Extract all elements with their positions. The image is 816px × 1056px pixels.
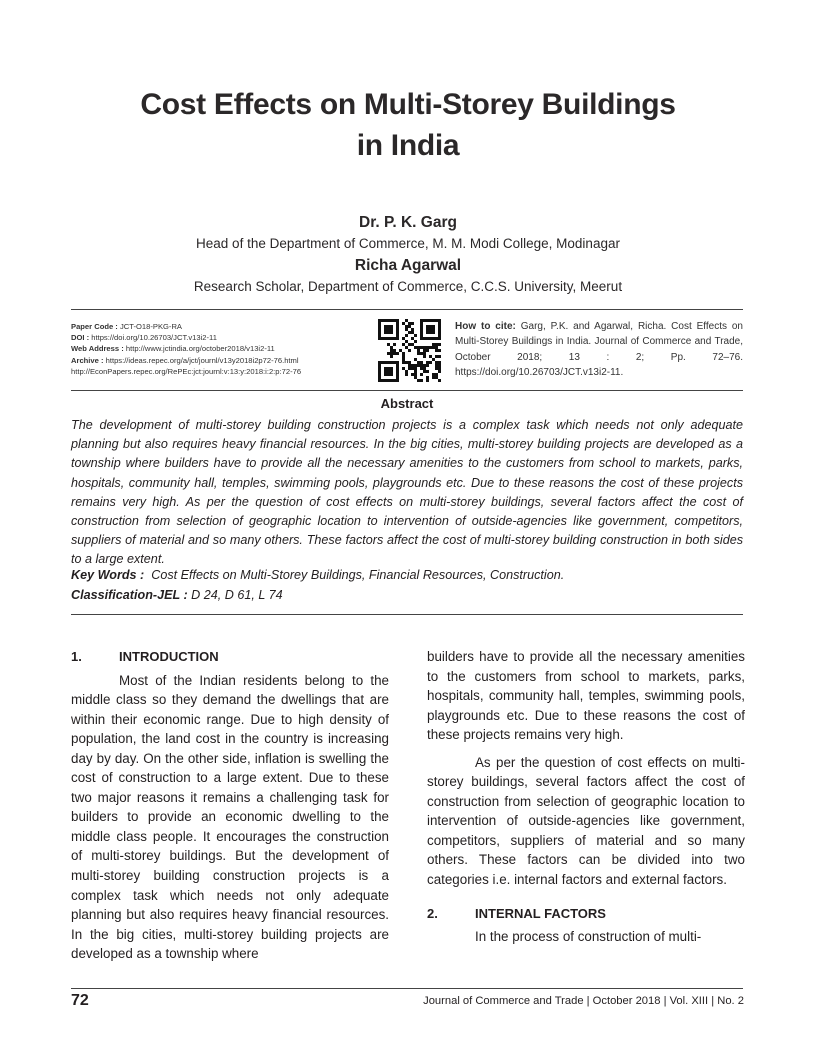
paper-metadata <box>71 321 371 377</box>
section-title: INTRODUCTION <box>119 649 219 664</box>
page-number: 72 <box>71 992 89 1009</box>
section-title: INTERNAL FACTORS <box>475 905 606 921</box>
keywords-label: Key Words : <box>71 568 145 582</box>
how-to-cite-label: How to cite: <box>455 321 516 332</box>
section-number: 1. <box>71 649 82 664</box>
paper-title-line-2: in India <box>356 129 460 162</box>
section-heading-internal-factors <box>427 904 745 924</box>
web-address-label: Web Address : <box>71 344 124 354</box>
jel-classification <box>71 588 743 602</box>
section-number: 2. <box>427 905 438 921</box>
author-affiliation-2: Research Scholar, Department of Commerce, C.C.S. University, Meerut <box>193 279 623 294</box>
paragraph-introduction-1-continued: builders have to provide all the necessary amenities to the customers from school to markets, parks, hospitals, community hall, temples, swimming pools, playgrounds etc. Due to these reasons the cost of these projects remains very high. <box>427 649 745 743</box>
metadata-divider <box>71 390 743 391</box>
paper-title-line-1: Cost Effects on Multi-Storey Buildings <box>140 88 676 121</box>
body-column-right <box>427 647 745 947</box>
header-divider <box>71 309 743 310</box>
how-to-cite <box>455 319 743 380</box>
qr-code-icon <box>378 319 441 382</box>
author-name-1: Dr. P. K. Garg <box>359 214 457 231</box>
paper-code: JCT-O18-PKG-RA <box>119 322 182 331</box>
paragraph-internal-factors-1: In the process of construction of multi- <box>475 929 702 945</box>
doi-label: DOI : <box>71 333 90 343</box>
jel-value: D 24, D 61, L 74 <box>191 588 283 602</box>
abstract-heading: Abstract <box>380 396 434 411</box>
paper-code-label: Paper Code : <box>71 322 118 331</box>
web-address-link[interactable]: http://www.jctindia.org/october2018/v13i2-11 <box>125 344 275 354</box>
footer-divider <box>71 988 743 989</box>
keywords <box>71 568 743 582</box>
paragraph-introduction-2: As per the question of cost effects on multi-storey buildings, several factors affect the cost of construction from selection of geographic location to intervention of outside-agencies like government, competitors, suppliers of material and so many others. These factors can be divided into two categories i.e. internal factors and external factors. <box>427 754 745 888</box>
paragraph-introduction-1: Most of the Indian residents belong to the middle class so they demand the dwellings that are within their economic range. Due to high density of population, the land cost in the country is increasing day by day. On the other side, inflation is swelling the cost of construction to a large extent. Due to these two major reasons it remains a challenging task for builders to provide an economic dwelling to the middle class people. It encourages the construction of multi-storey buildings. But the development of multi-storey building construction projects is a complex task which needs not only adequate planning but also requires heavy financial resources. In the big cities, multi-storey building projects are developed as a township where <box>71 672 389 962</box>
abstract-divider <box>71 614 743 615</box>
how-to-cite-text: Garg, P.K. and Agarwal, Richa. Cost Effects on Multi-Storey Buildings in India. Journal of Commerce and Trade, October 2018; 13 : 2; Pp. 72–76. https://doi.org/10.26703/JCT.v13i2-11. <box>455 321 743 378</box>
jel-label: Classification-JEL : <box>71 588 188 602</box>
archive-label: Archive : <box>71 355 104 365</box>
journal-footer: Journal of Commerce and Trade | October 2018 | Vol. XIII | No. 2 <box>423 995 744 1007</box>
body-column-left <box>71 647 389 964</box>
archive-link-1[interactable]: https://ideas.repec.org/a/jct/journl/v13y2018i2p72-76.html <box>105 355 299 365</box>
doi-link[interactable]: https://doi.org/10.26703/JCT.v13i2-11 <box>91 333 217 343</box>
author-affiliation-1: Head of the Department of Commerce, M. M. Modi College, Modinagar <box>196 236 620 251</box>
abstract-text: The development of multi-storey building construction projects is a complex task which needs not only adequate planning but also requires heavy financial resources. In the big cities, multi-storey building projects are developed as a township where builders have to provide all the necessary amenities to the customers from school to markets, parks, hospitals, community hall, temples, swimming pools, playgrounds etc. Due to these reasons the cost of these projects remains very high. As per the question of cost effects on multi-storey buildings, several factors affect the cost of construction from selection of geographic location to intervention of outside-agencies like government, competitors, suppliers of material and so many others. These factors affect the cost of multi-storey building construction in both sides to a large extent. <box>71 418 743 567</box>
author-name-2: Richa Agarwal <box>354 257 462 274</box>
archive-link-2[interactable]: http://EconPapers.repec.org/RePEc:jct:journl:v:13:y:2018:i:2:p:72-76 <box>71 366 302 376</box>
keywords-value: Cost Effects on Multi-Storey Buildings, Financial Resources, Construction. <box>151 568 565 582</box>
paper-title <box>60 84 756 166</box>
section-heading-introduction <box>71 647 389 667</box>
